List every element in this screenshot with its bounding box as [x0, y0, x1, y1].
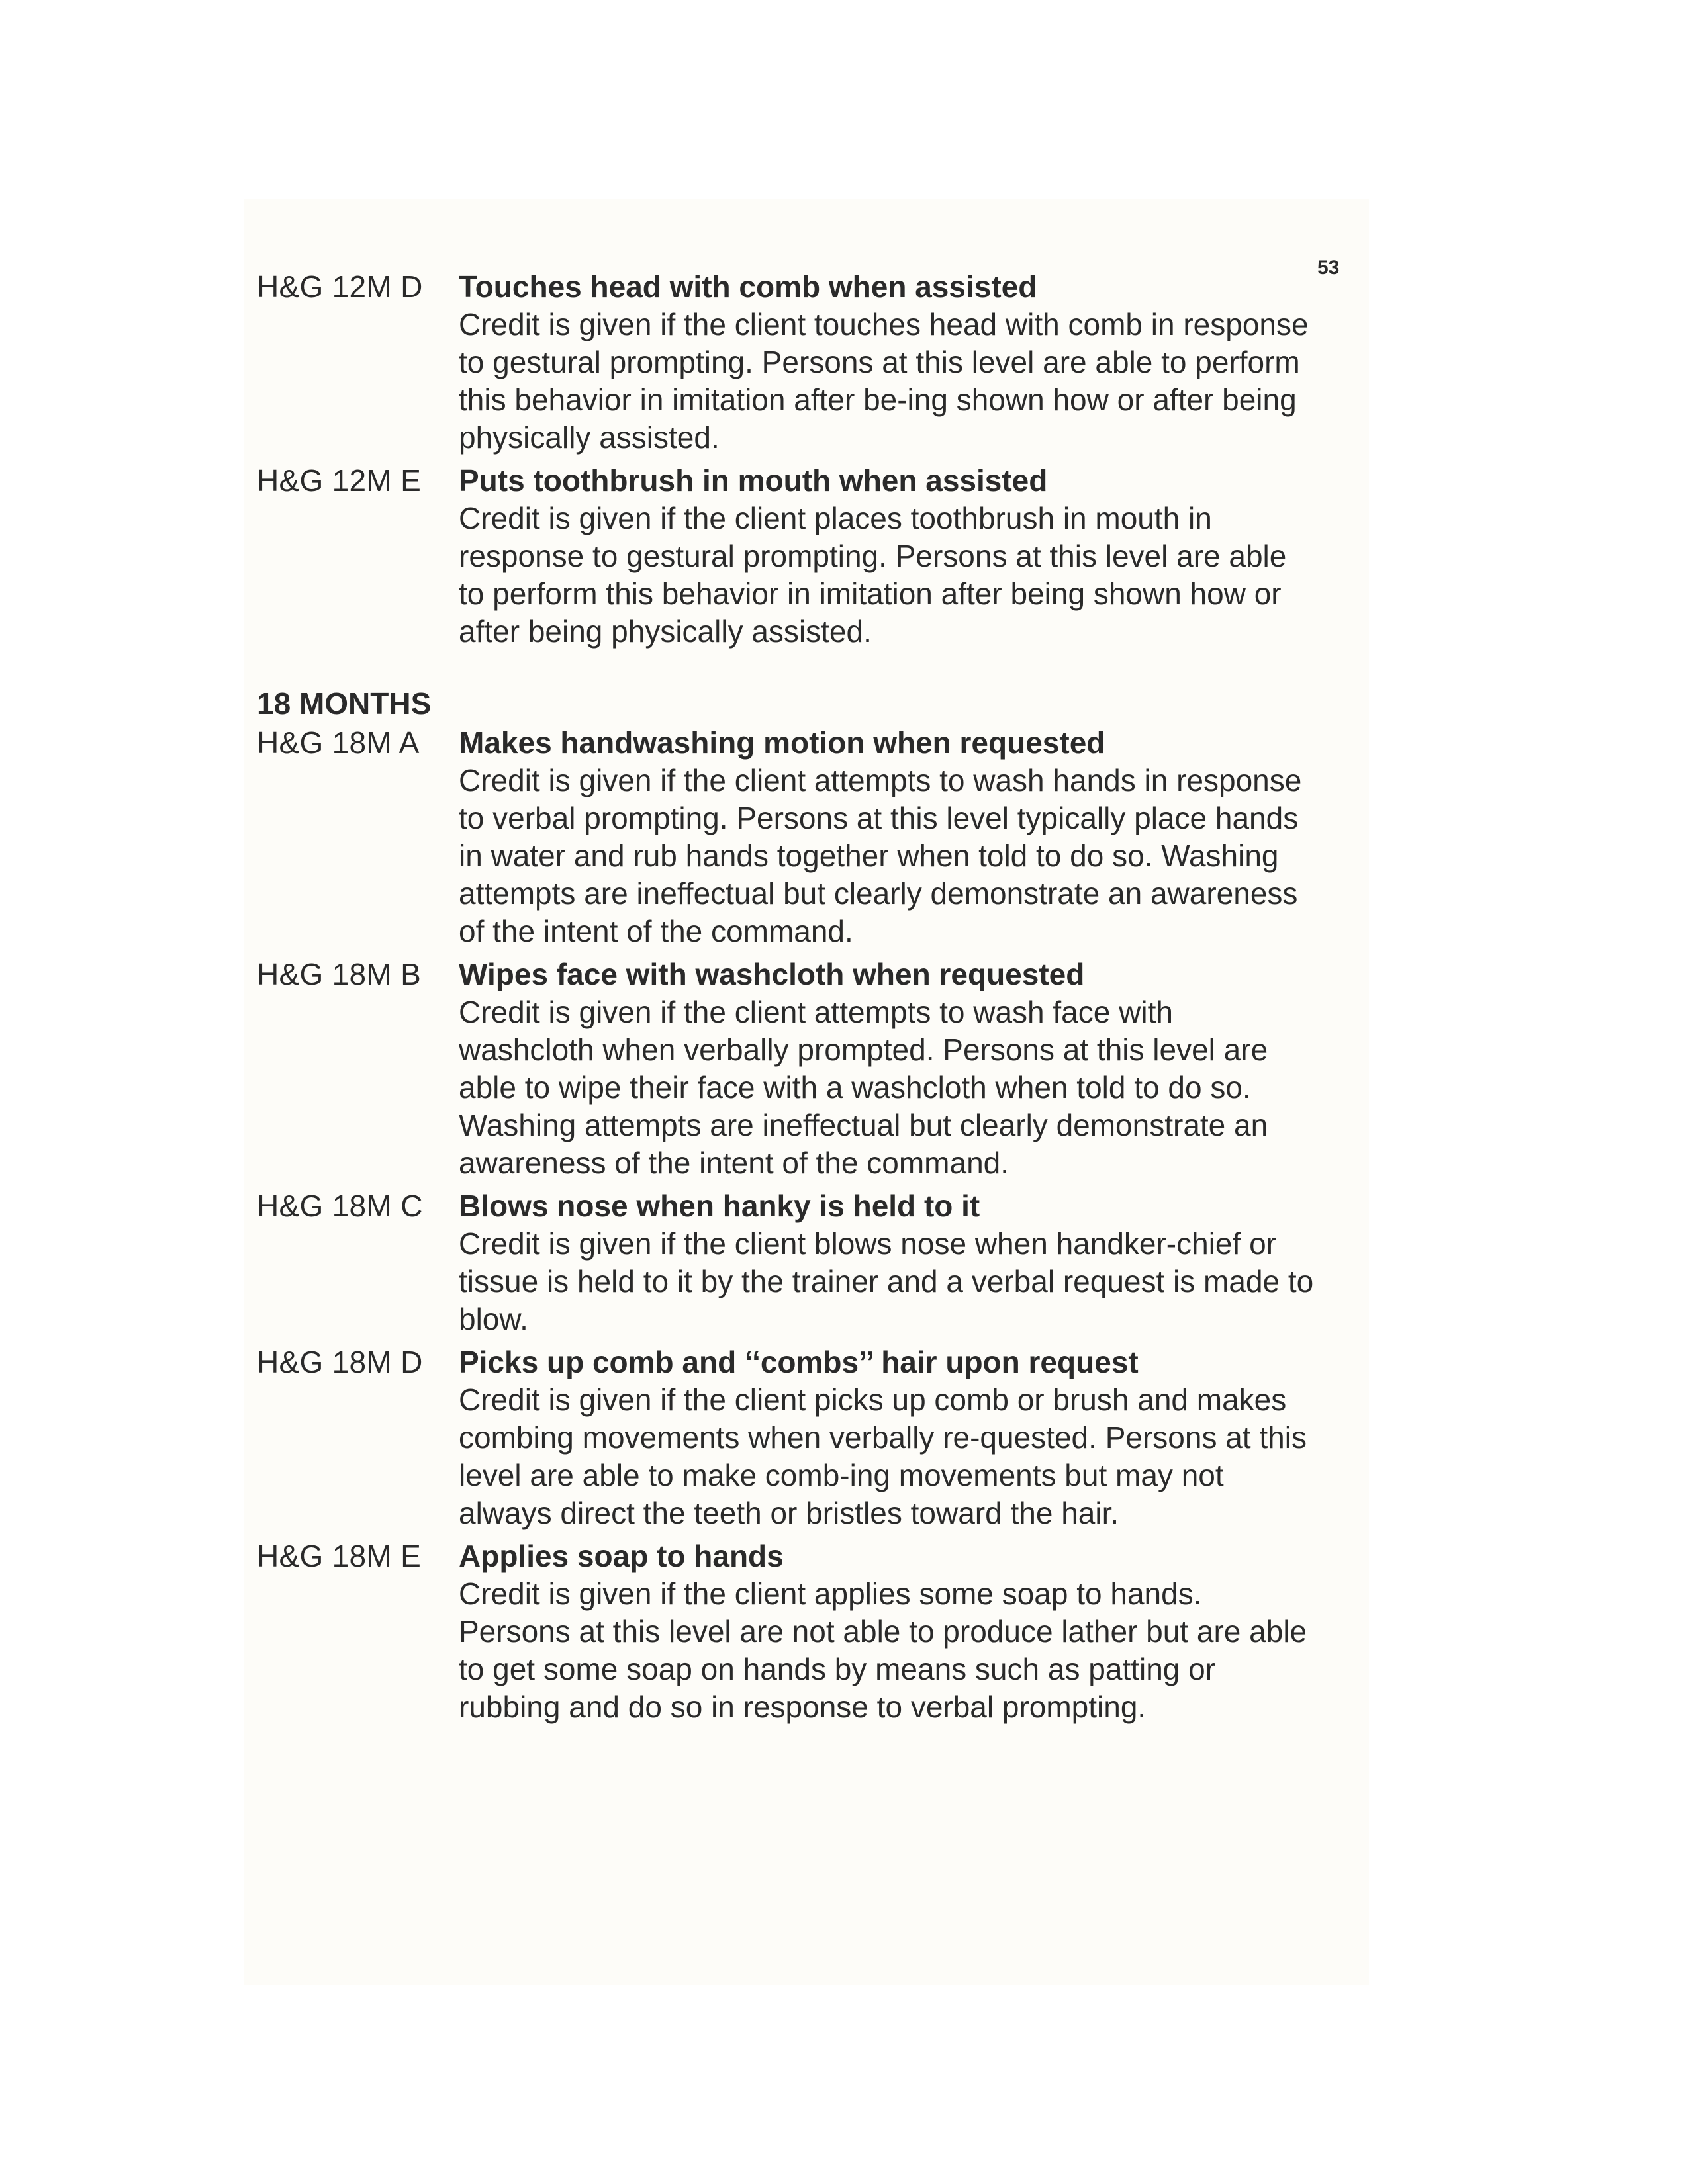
entry-code: H&G 18M A — [257, 725, 420, 760]
entry-description: Credit is given if the client places toothbrush in mouth in response to gestural prompting. Persons at this level are able to perform this behavior in imitation after being shown how or after being physically assisted. — [459, 501, 1287, 649]
entry-body — [459, 1187, 1316, 1338]
entry-12m-e — [257, 462, 1316, 651]
document-content — [257, 268, 1316, 1731]
entry-description: Credit is given if the client touches head with comb in response to gestural prompting. Persons at this level are able to perform this behavior in imitation after be-ing shown how or after being physically assisted. — [459, 307, 1309, 455]
entry-body — [459, 462, 1316, 651]
entry-code: H&G 18M E — [257, 1539, 422, 1573]
page-number: 53 — [1317, 257, 1340, 279]
entry-18m-b — [257, 956, 1316, 1182]
entry-description: Credit is given if the client attempts to wash face with washcloth when verbally prompted. Persons at this level are able to wipe their face with a washcloth when told to do so. Washing attempts are ineffectual but clearly demonstrate an awareness of the intent of the command. — [459, 995, 1268, 1180]
entry-description: Credit is given if the client applies some soap to hands. Persons at this level are not able to produce lather but are able to get some soap on hands by means such as patting or rubbing and do so in response to verbal prompting. — [459, 1576, 1307, 1724]
entry-18m-e — [257, 1537, 1316, 1726]
entry-body — [459, 956, 1316, 1182]
entry-code: H&G 18M C — [257, 1189, 423, 1223]
entry-title: Picks up comb and ‘‘combs’’ hair upon request — [459, 1345, 1139, 1379]
entry-code: H&G 18M B — [257, 957, 422, 991]
entry-description: Credit is given if the client picks up comb or brush and makes combing movements when verbally re-quested. Persons at this level are able to make comb-ing movements but may not always direct the teeth or bristles toward the hair. — [459, 1383, 1307, 1530]
entry-title: Applies soap to hands — [459, 1539, 784, 1573]
entry-18m-c — [257, 1187, 1316, 1338]
entry-body — [459, 268, 1316, 457]
entry-description: Credit is given if the client blows nose when handker-chief or tissue is held to it by the trainer and a verbal request is made to blow. — [459, 1226, 1314, 1336]
entry-description: Credit is given if the client attempts to wash hands in response to verbal prompting. Persons at this level typically place hands in water and rub hands together when told to do so. Washing attempts are ineffectual but clearly demonstrate an awareness of the intent of the command. — [459, 763, 1302, 948]
section-heading-18-months: 18 MONTHS — [257, 686, 432, 721]
entry-code: H&G 12M D — [257, 269, 423, 304]
entry-18m-a — [257, 724, 1316, 950]
entry-body — [459, 1343, 1316, 1532]
entry-code: H&G 18M D — [257, 1345, 423, 1379]
entry-title: Touches head with comb when assisted — [459, 269, 1037, 304]
entry-body — [459, 724, 1316, 950]
entry-title: Puts toothbrush in mouth when assisted — [459, 463, 1048, 498]
entry-title: Wipes face with washcloth when requested — [459, 957, 1085, 991]
entry-title: Makes handwashing motion when requested — [459, 725, 1105, 760]
entry-title: Blows nose when hanky is held to it — [459, 1189, 980, 1223]
entry-body — [459, 1537, 1316, 1726]
entry-code: H&G 12M E — [257, 463, 422, 498]
entry-18m-d — [257, 1343, 1316, 1532]
entry-12m-d — [257, 268, 1316, 457]
